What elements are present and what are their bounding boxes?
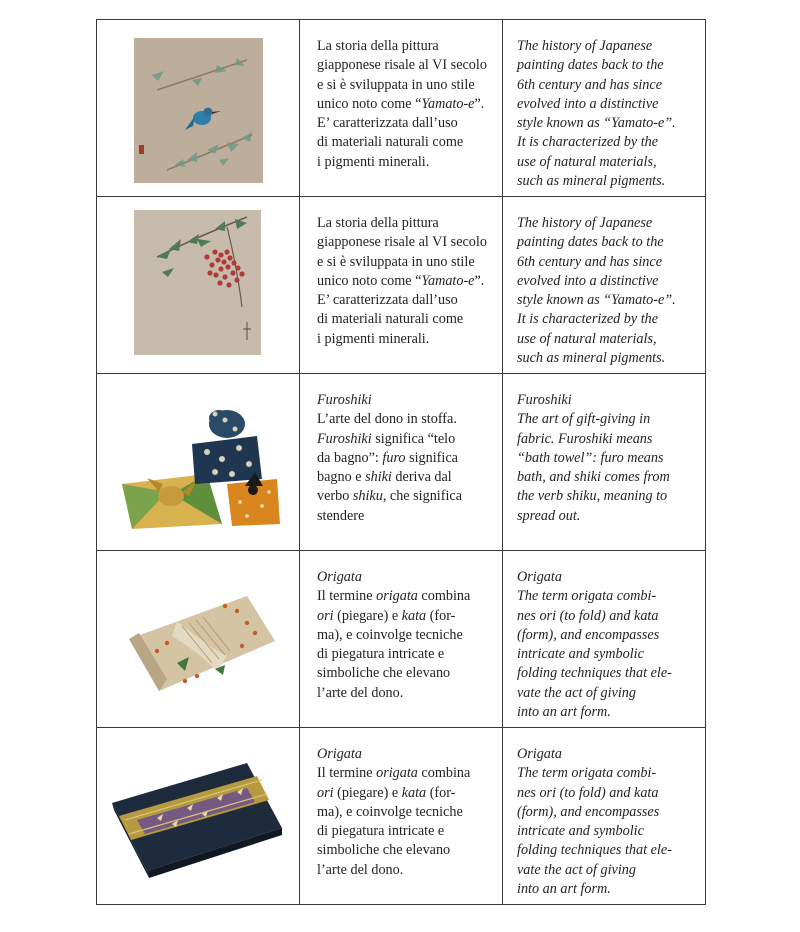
italian-text-cell: La storia della pittura giapponese risale al VI secolo e si è sviluppata in uno stile unico noto come “Yamato-e”. E’ caratterizzata dall’uso di materiali naturali come i pigmenti minerali.: [300, 197, 503, 374]
italian-text-cell: La storia della pittura giapponese risale al VI secolo e si è sviluppata in uno stile unico noto come “Yamato-e”. E’ caratterizzata dall’uso di materiali naturali come i pigmenti minerali.: [300, 20, 503, 197]
table-row: [97, 728, 706, 905]
origata-gold-wrap-icon: [97, 551, 300, 727]
table-row: [97, 197, 706, 374]
table-row: [97, 551, 706, 728]
italian-text-cell: Origata Il termine origata combina ori (piegare) e kata (for- ma), e coinvolge tecniche di piegatura intricate e simboliche che elevano l’arte del dono.: [300, 551, 503, 728]
image-cell: [97, 728, 300, 905]
image-cell: [97, 551, 300, 728]
english-text-cell: The history of Japanese painting dates back to the 6th century and has since evolved into a distinctive style known as “Yamato-e”. It is characterized by the use of natural materials, such as mineral pigments.: [503, 197, 706, 374]
nandina-berries-painting-icon: [97, 197, 300, 373]
kingfisher-painting-icon: [97, 20, 300, 196]
english-text-cell: Origata The term origata combi- nes ori (to fold) and kata (form), and encompasses intricate and symbolic folding techniques that ele- vate the act of giving into an art form.: [503, 728, 706, 905]
english-text-cell: The history of Japanese painting dates back to the 6th century and has since evolved into a distinctive style known as “Yamato-e”. It is characterized by the use of natural materials, such as mineral pigments.: [503, 20, 706, 197]
italian-text-cell: Furoshiki L’arte del dono in stoffa. Furoshiki significa “telo da bagno”: furo significa bagno e shiki deriva dal verbo shiku, che significa stendere: [300, 374, 503, 551]
furoshiki-wrapped-gifts-icon: [97, 374, 300, 550]
english-text-cell: Furoshiki The art of gift-giving in fabric. Furoshiki means “bath towel”: furo means bath, and shiki comes from the verb shiku, meaning to spread out.: [503, 374, 706, 551]
catalog-table: [96, 19, 706, 905]
image-cell: [97, 20, 300, 197]
image-cell: [97, 374, 300, 551]
table-row: [97, 374, 706, 551]
image-cell: [97, 197, 300, 374]
italian-text-cell: Origata Il termine origata combina ori (piegare) e kata (for- ma), e coinvolge tecniche di piegatura intricate e simboliche che elevano l’arte del dono.: [300, 728, 503, 905]
table-row: [97, 20, 706, 197]
english-text-cell: Origata The term origata combi- nes ori (to fold) and kata (form), and encompasses intricate and symbolic folding techniques that ele- vate the act of giving into an art form.: [503, 551, 706, 728]
origata-navy-box-icon: [97, 728, 300, 904]
